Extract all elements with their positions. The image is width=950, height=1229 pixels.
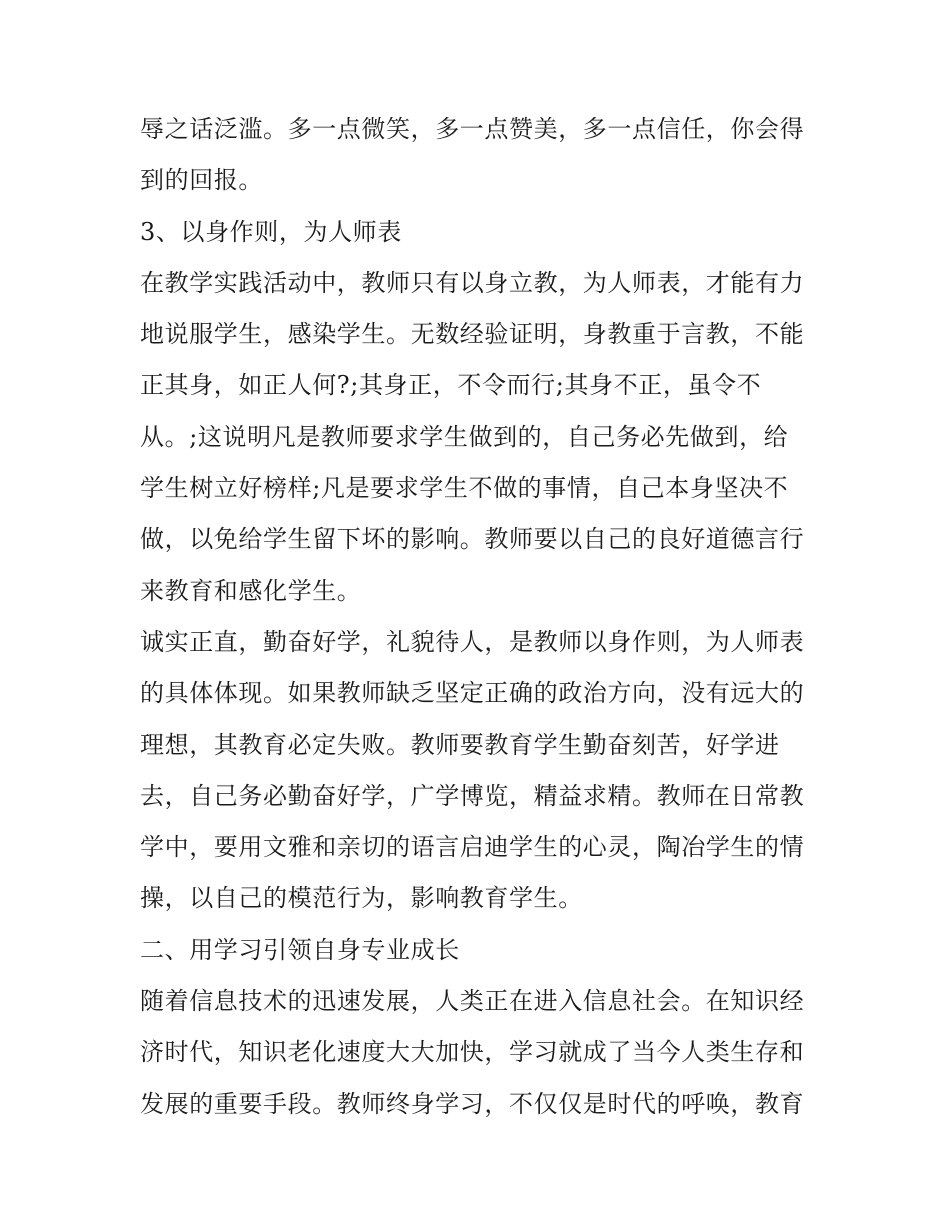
text-line: 地说服学生，感染学生。无数经验证明，身教重于言教，不能: [140, 320, 805, 349]
text-line: 学中，要用文雅和亲切的语言启迪学生的心灵，陶冶学生的情: [140, 833, 805, 862]
text-line: 去，自己务必勤奋好学，广学博览，精益求精。教师在日常教: [140, 781, 805, 810]
text-line: 诚实正直，勤奋好学，礼貌待人，是教师以身作则，为人师表: [140, 627, 805, 656]
text-line: 辱之话泛滥。多一点微笑，多一点赞美，多一点信任，你会得: [140, 115, 805, 143]
text-line: 正其身，如正人何?;其身正，不令而行;其身不正，虽令不: [140, 371, 762, 400]
text-line: 学生树立好榜样;凡是要求学生不做的事情，自己本身坚决不: [140, 474, 789, 503]
document-body: [140, 104, 820, 1130]
text-line: 从。;这说明凡是教师要求学生做到的，自己务必先做到，给: [140, 422, 789, 451]
text-line: 济时代，知识老化速度大大加快，学习就成了当今人类生存和: [140, 1038, 805, 1067]
section-heading: 3、以身作则，为人师表: [140, 217, 402, 246]
text-line: 理想，其教育必定失败。教师要教育学生勤奋刻苦，好学进: [140, 730, 780, 759]
text-line: 操，以自己的模范行为，影响教育学生。: [140, 884, 583, 913]
text-line: 到的回报。: [140, 166, 263, 195]
section-heading: 二、用学习引领自身专业成长: [140, 935, 460, 964]
text-line: 来教育和感化学生。: [140, 576, 362, 605]
text-line: 发展的重要手段。教师终身学习，不仅仅是时代的呼唤，教育: [140, 1089, 805, 1118]
text-line: 在教学实践活动中，教师只有以身立教，为人师表，才能有力: [140, 268, 805, 297]
text-line: 的具体体现。如果教师缺乏坚定正确的政治方向，没有远大的: [140, 679, 805, 708]
text-line: 做，以免给学生留下坏的影响。教师要以自己的良好道德言行: [140, 525, 805, 554]
text-line: 随着信息技术的迅速发展，人类正在进入信息社会。在知识经: [140, 987, 805, 1016]
